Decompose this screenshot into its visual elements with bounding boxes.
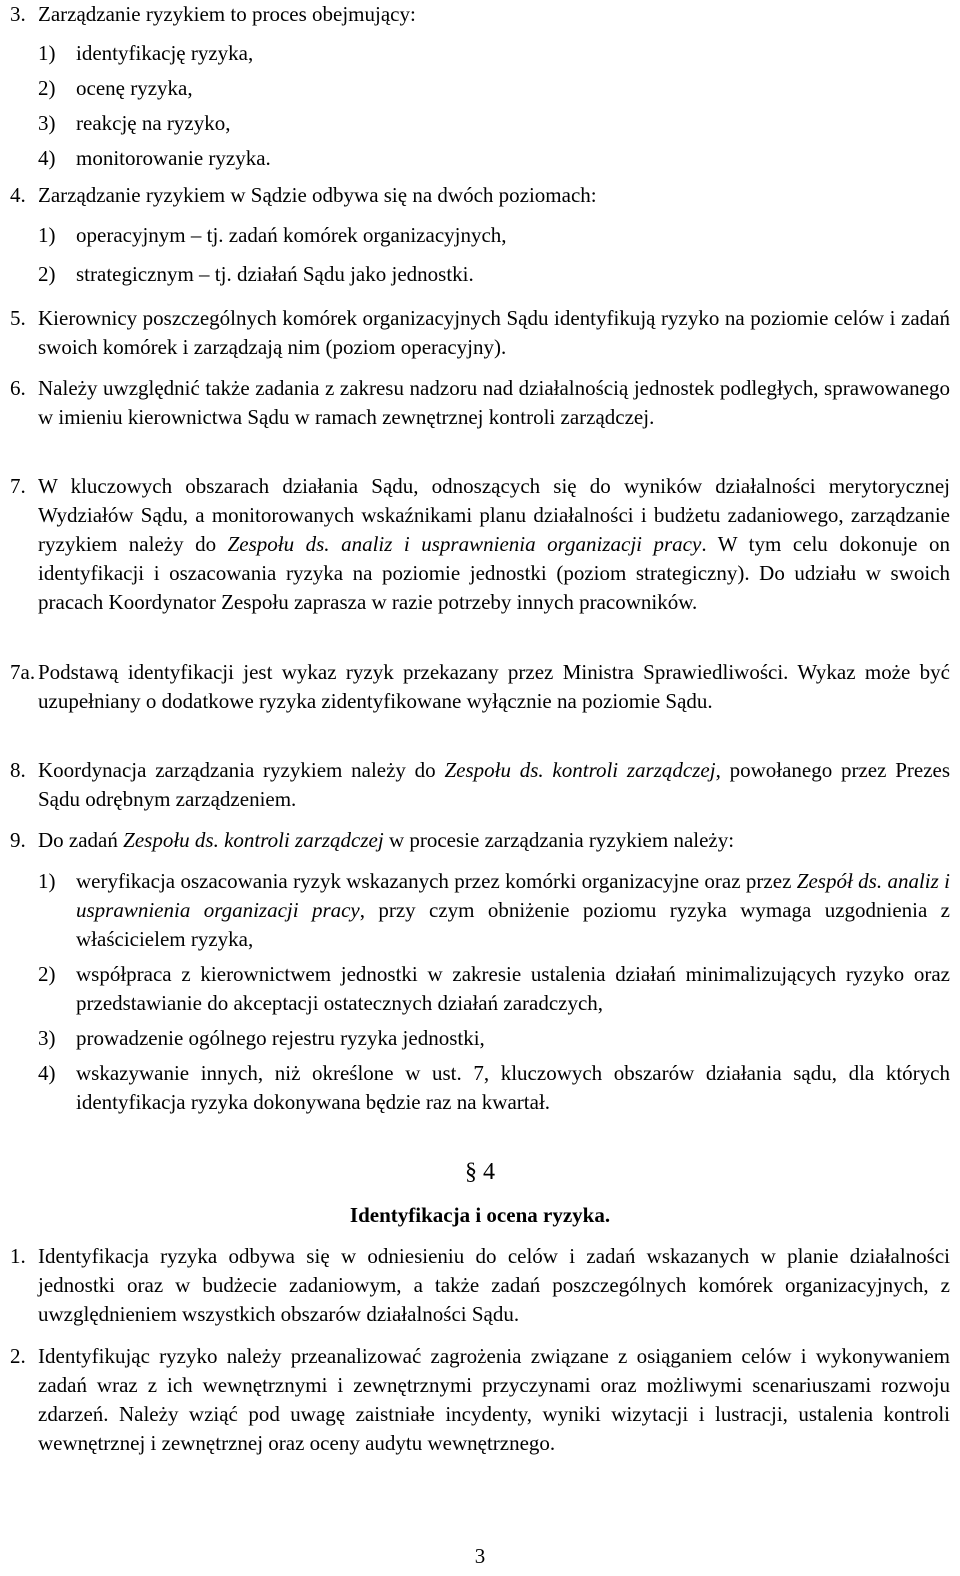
paragraph-text: Zarządzanie ryzykiem to proces obejmujący:	[38, 2, 416, 26]
paragraph-number: 9.	[10, 828, 26, 852]
page-number: 3	[474, 1544, 486, 1568]
text-segment: W kluczowych obszarach działania Sądu, odnoszących się do wyników działalności merytorycznej Wydziałów Sądu, a monitorowanych wskaźnikami planu działalności i budżetu zadaniowego, zarządzanie ryzykiem należy do	[38, 474, 950, 556]
list-item	[38, 960, 950, 1018]
paragraph-number: 7a.	[10, 660, 36, 684]
text-segment: Koordynacja zarządzania ryzykiem należy do	[38, 758, 445, 782]
list-item-text: wskazywanie innych, niż określone w ust. 7, kluczowych obszarów działania sądu, dla których identyfikacja ryzyka dokonywana będzie raz na kwartał.	[76, 1061, 950, 1114]
list-item-number: 1)	[38, 869, 56, 893]
list-item-number: 1)	[38, 223, 56, 247]
list-item-number: 3)	[38, 111, 56, 135]
paragraph-number: 8.	[10, 758, 26, 782]
list-item	[38, 1024, 950, 1053]
list-item-text: monitorowanie ryzyka.	[76, 146, 271, 170]
text-segment: weryfikacja oszacowania ryzyk wskazanych przez komórki organizacyjne oraz przez	[76, 869, 797, 893]
numbered-paragraph	[10, 181, 950, 210]
list-item-text: operacyjnym – tj. zadań komórek organizacyjnych,	[76, 223, 507, 247]
list-item	[38, 867, 950, 954]
italic-text: Zespół ds. analiz i usprawnienia organizacji pracy	[76, 869, 950, 922]
numbered-paragraph	[10, 826, 950, 855]
list-item	[38, 74, 950, 103]
paragraph-number: 2.	[10, 1344, 26, 1368]
list-item-text: identyfikację ryzyka,	[76, 41, 254, 65]
text-segment: , przy czym obniżenie poziomu ryzyka wymaga uzgodnienia z właścicielem ryzyka,	[76, 898, 951, 951]
paragraph-text	[38, 826, 950, 855]
section-heading: Identyfikacja i ocena ryzyka.	[349, 1203, 611, 1227]
numbered-paragraph	[10, 472, 950, 617]
list-item-text: reakcję na ryzyko,	[76, 111, 231, 135]
list-item	[38, 221, 950, 250]
italic-text: Zespołu ds. analiz i usprawnienia organizacji pracy	[227, 532, 702, 556]
list-item	[38, 109, 950, 138]
list-item	[38, 1059, 950, 1117]
paragraph-text: Identyfikacja ryzyka odbywa się w odniesieniu do celów i zadań wskazanych w planie działalności jednostki oraz w budżecie zadaniowym, a także zadań poszczególnych komórek organizacyjnych, z uwzględnieniem wszystkich obszarów działalności Sądu.	[38, 1244, 950, 1326]
section-number: § 4	[465, 1159, 495, 1185]
paragraph-text: Zarządzanie ryzykiem w Sądzie odbywa się na dwóch poziomach:	[38, 183, 597, 207]
list-item	[38, 144, 950, 173]
list-item	[38, 260, 950, 289]
list-item-text: współpraca z kierownictwem jednostki w zakresie ustalenia działań minimalizujących ryzyko oraz przedstawianie do akceptacji ostatecznych działań zaradczych,	[76, 962, 950, 1015]
list-item-text: ocenę ryzyka,	[76, 76, 193, 100]
paragraph-text: Podstawą identyfikacji jest wykaz ryzyk przekazany przez Ministra Sprawiedliwości. Wykaz może być uzupełniany o dodatkowe ryzyka zidentyfikowane wyłącznie na poziomie Sądu.	[38, 660, 950, 713]
list-item	[38, 39, 950, 68]
paragraph-text: Należy uwzględnić także zadania z zakresu nadzoru nad działalnością jednostek podległych, sprawowanego w imieniu kierownictwa Sądu w ramach zewnętrznej kontroli zarządczej.	[38, 376, 950, 429]
paragraph-number: 7.	[10, 474, 26, 498]
paragraph-number: 1.	[10, 1244, 26, 1268]
list-item-number: 1)	[38, 41, 56, 65]
numbered-paragraph	[10, 0, 950, 29]
list-item-text	[76, 867, 950, 954]
numbered-paragraph	[10, 304, 950, 362]
paragraph-number: 6.	[10, 376, 26, 400]
italic-text: Zespołu ds. kontroli zarządczej	[444, 758, 716, 782]
numbered-paragraph	[10, 374, 950, 432]
list-item-number: 2)	[38, 76, 56, 100]
text-segment: Do zadań	[38, 828, 124, 852]
paragraph-number: 3.	[10, 2, 26, 26]
paragraph-text	[38, 756, 950, 814]
numbered-paragraph	[10, 1242, 950, 1329]
numbered-paragraph	[10, 1342, 950, 1458]
list-item-text: strategicznym – tj. działań Sądu jako jednostki.	[76, 262, 474, 286]
list-item-number: 2)	[38, 962, 56, 986]
text-segment: . W tym celu dokonuje on identyfikacji i oszacowania ryzyka na poziomie jednostki (poziom strategiczny). Do udziału w swoich pracach Koordynator Zespołu zaprasza w razie potrzeby innych pracowników.	[38, 532, 950, 614]
paragraph-text: Kierownicy poszczególnych komórek organizacyjnych Sądu identyfikują ryzyko na poziomie celów i zadań swoich komórek i zarządzają nim (poziom operacyjny).	[38, 306, 950, 359]
paragraph-text: Identyfikując ryzyko należy przeanalizować zagrożenia związane z osiąganiem celów i wykonywaniem zadań wraz z ich wewnętrznymi i zewnętrznymi przyczynami oraz możliwymi scenariuszami rozwoju zdarzeń. Należy wziąć pod uwagę zaistniałe incydenty, wyniki wizytacji i lustracji, ustalenia kontroli wewnętrznej i zewnętrznej oraz oceny audytu wewnętrznego.	[38, 1344, 950, 1455]
numbered-paragraph	[10, 658, 950, 716]
numbered-paragraph	[10, 756, 950, 814]
text-segment: , powołanego przez Prezes Sądu odrębnym zarządzeniem.	[38, 758, 951, 811]
list-item-number: 4)	[38, 1061, 56, 1085]
list-item-text: prowadzenie ogólnego rejestru ryzyka jednostki,	[76, 1026, 485, 1050]
list-item-number: 3)	[38, 1026, 56, 1050]
paragraph-number: 5.	[10, 306, 26, 330]
paragraph-number: 4.	[10, 183, 26, 207]
italic-text: Zespołu ds. kontroli zarządczej	[123, 828, 384, 852]
text-segment: w procesie zarządzania ryzykiem należy:	[383, 828, 735, 852]
list-item-number: 2)	[38, 262, 56, 286]
paragraph-text	[38, 472, 950, 617]
list-item-number: 4)	[38, 146, 56, 170]
